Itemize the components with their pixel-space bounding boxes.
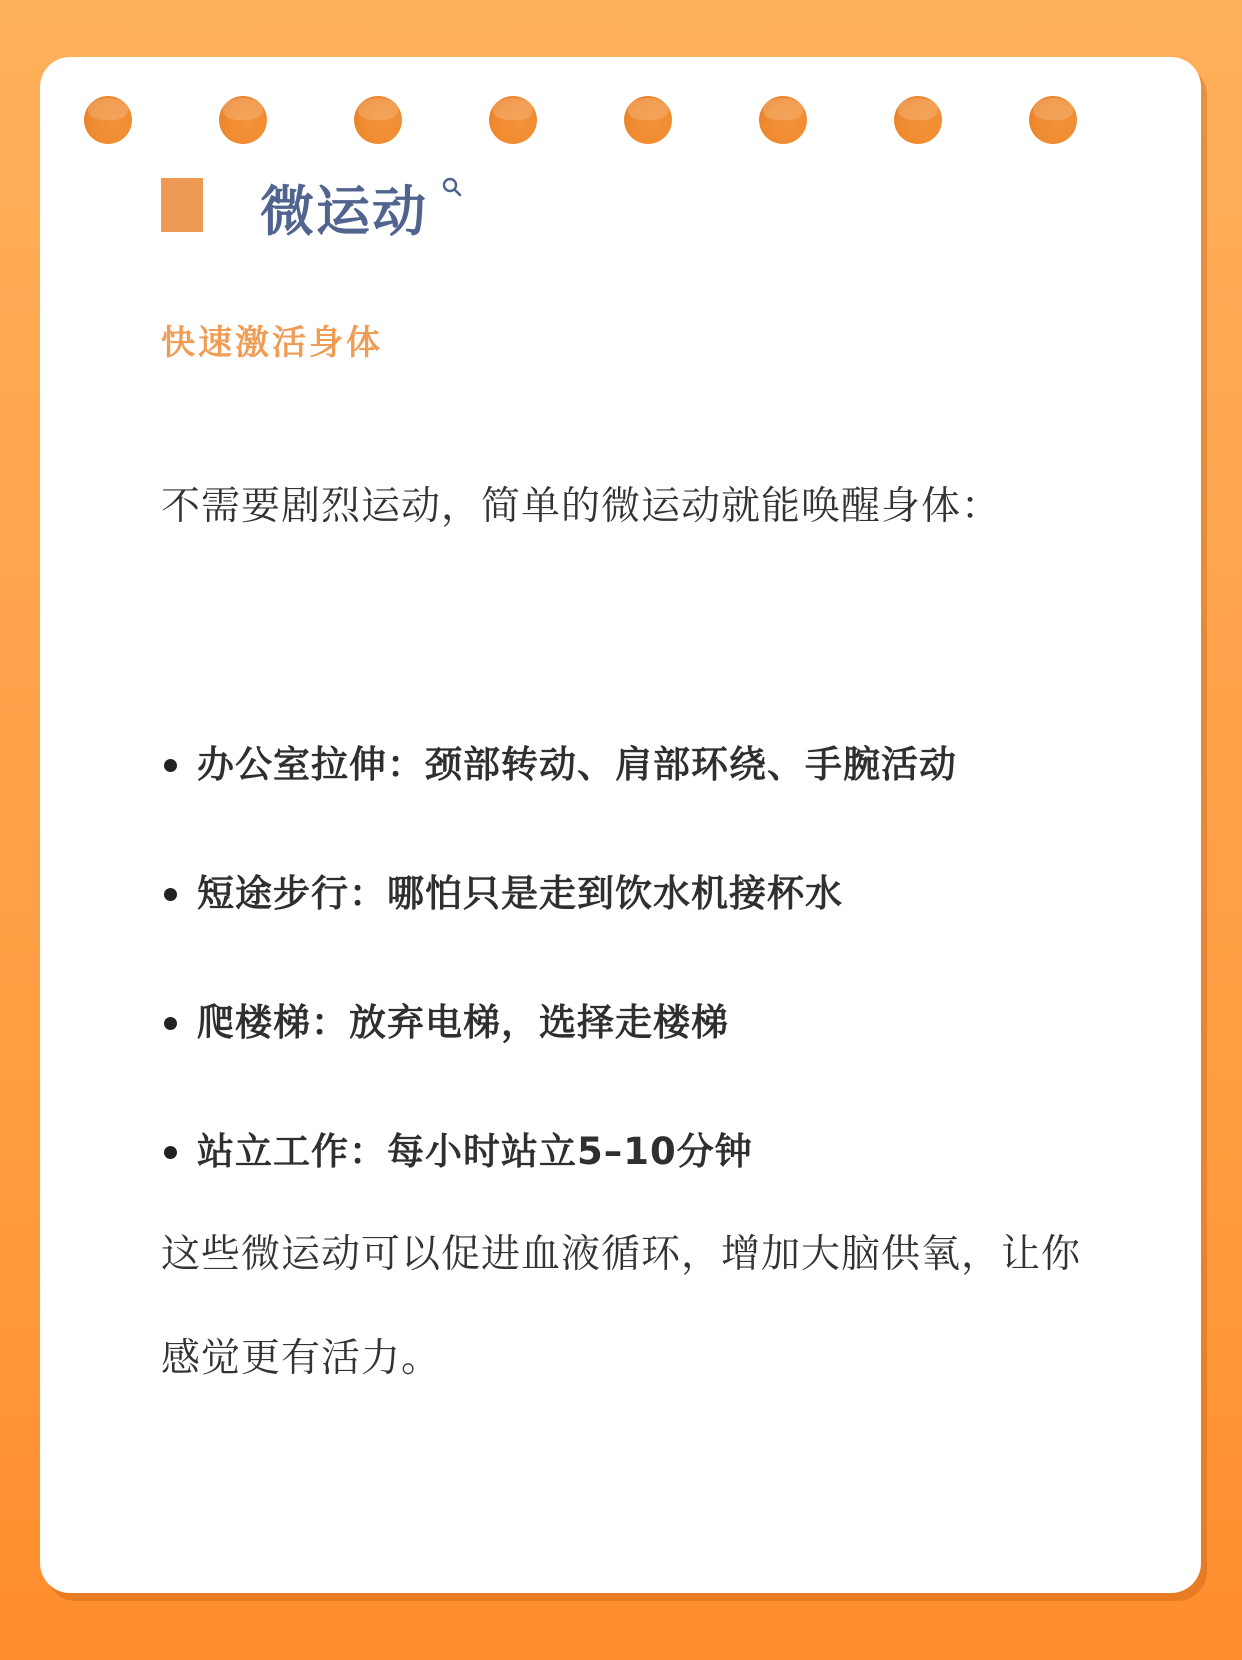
bullet-dot-icon (164, 1146, 177, 1159)
binder-ring-icon (759, 96, 807, 144)
binder-ring-icon (219, 96, 267, 144)
tips-list (161, 737, 957, 1253)
title-marker (161, 178, 203, 232)
binder-ring-icon (489, 96, 537, 144)
binder-ring-icon (894, 96, 942, 144)
list-item-label: 短途步行： (197, 872, 387, 915)
bullet-dot-icon (164, 888, 177, 901)
list-item-label: 办公室拉伸： (197, 743, 425, 786)
binder-ring-icon (1029, 96, 1077, 144)
note-card (40, 57, 1201, 1593)
page-subtitle: 快速激活身体 (161, 323, 383, 363)
list-item (161, 737, 957, 866)
binder-ring-icon (84, 96, 132, 144)
list-item-text: 放弃电梯，选择走楼梯 (349, 1001, 729, 1044)
list-item-text: 每小时站立5–10分钟 (387, 1130, 753, 1173)
page-title: 微运动 (260, 180, 428, 243)
list-item-text: 颈部转动、肩部环绕、手腕活动 (425, 743, 957, 786)
list-item-text: 哪怕只是走到饮水机接杯水 (387, 872, 843, 915)
binder-ring-icon (354, 96, 402, 144)
closing-paragraph: 这些微运动可以促进血液循环，增加大脑供氧，让你感觉更有活力。 (161, 1232, 1082, 1381)
list-item-label: 站立工作： (197, 1130, 387, 1173)
list-item (161, 866, 957, 995)
bullet-dot-icon (164, 759, 177, 772)
binder-ring-icon (624, 96, 672, 144)
intro-paragraph: 不需要剧烈运动，简单的微运动就能唤醒身体： (161, 484, 1002, 529)
search-icon[interactable] (440, 175, 464, 199)
list-item (161, 995, 957, 1124)
bullet-dot-icon (164, 1017, 177, 1030)
list-item-label: 爬楼梯： (197, 1001, 349, 1044)
